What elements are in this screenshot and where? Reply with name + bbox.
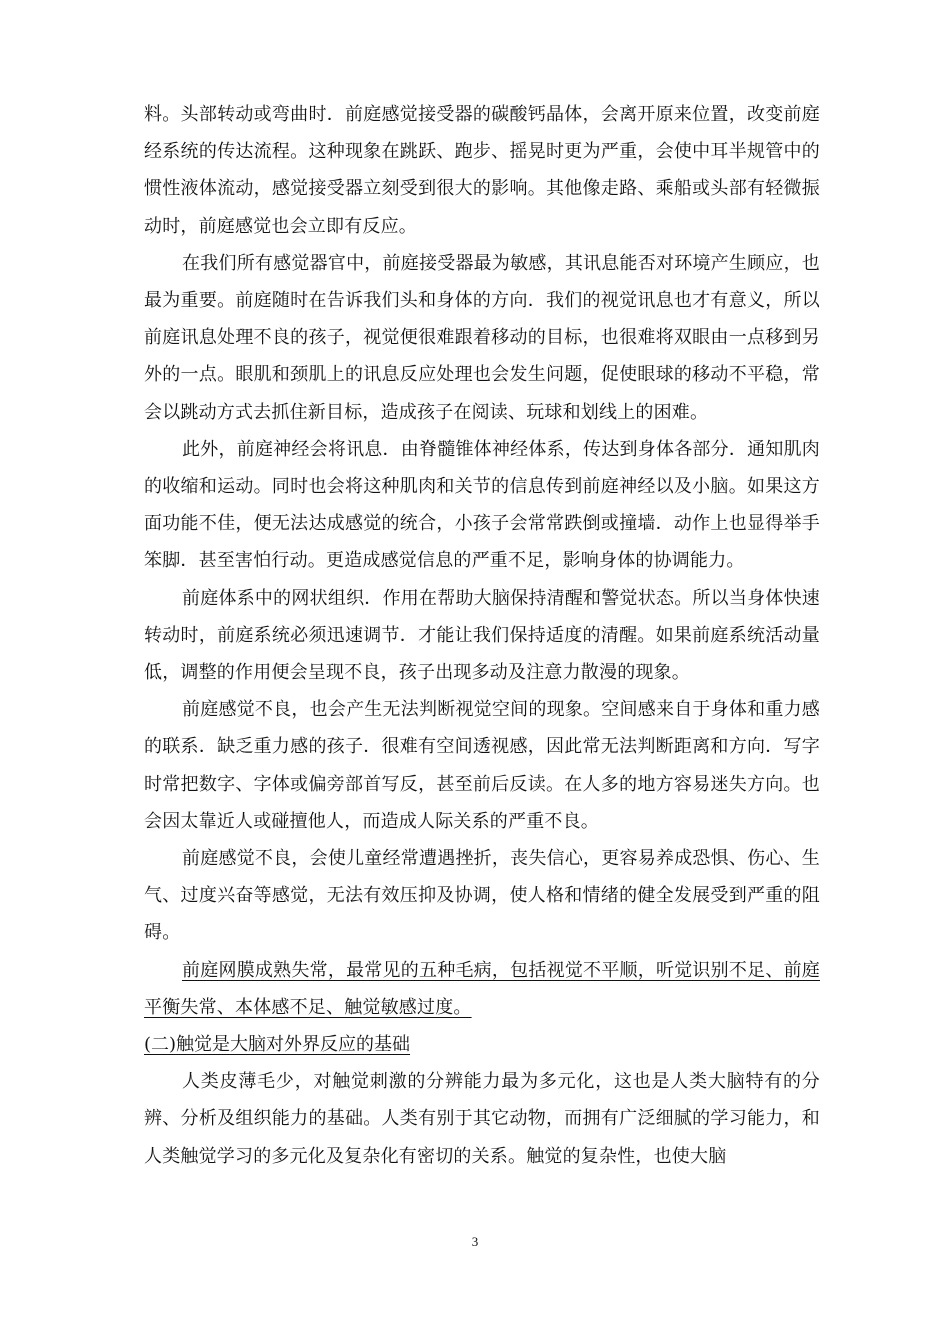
paragraph-touch-basis: 人类皮薄毛少，对触觉刺激的分辨能力最为多元化，这也是人类大脑特有的分辨、分析及组织能力的基础。人类有别于其它动物，而拥有广泛细腻的学习能力，和人类触觉学习的多元化及复杂化有密切的关系。触觉的复杂性，也使大脑	[144, 1071, 820, 1167]
paragraph-vestibular-sensitivity: 在我们所有感觉器官中，前庭接受器最为敏感，其讯息能否对环境产生顾应，也最为重要。前庭随时在告诉我们头和身体的方向．我们的视觉讯息也才有意义，所以前庭讯息处理不良的孩子，视觉便很难跟着移动的目标，也很难将双眼由一点移到另外的一点。眼肌和颈肌上的讯息反应处理也会发生问题，促使眼球的移动不平稳，常会以跳动方式去抓住新目标，造成孩子在阅读、玩球和划线上的困难。	[144, 252, 820, 423]
paragraph-spatial-perception: 前庭感觉不良，也会产生无法判断视觉空间的现象。空间感来自于身体和重力感的联系．缺乏重力感的孩子．很难有空间透视感，因此常无法判断距离和方向．写字时常把数字、字体或偏旁部首写反，甚至前后反读。在人多的地方容易迷失方向。也会因太靠近人或碰擅他人，而造成人际关系的严重不良。	[144, 699, 820, 832]
paragraph-five-problems: 前庭网膜成熟失常，最常见的五种毛病，包括视觉不平顺，听觉识别不足、前庭平衡失常、本体感不足、触觉敏感过度。	[144, 959, 820, 1018]
paragraph-reticular-formation: 前庭体系中的网状组织．作用在帮助大脑保持清醒和警觉状态。所以当身体快速转动时，前庭系统必须迅速调节．才能让我们保持适度的清醒。如果前庭系统活动量低，调整的作用便会呈现不良，孩子出现多动及注意力散漫的现象。	[144, 587, 820, 684]
page-number: 3	[471, 1234, 479, 1249]
paragraph-vestibular-receptors: 料。头部转动或弯曲时．前庭感觉接受器的碳酸钙晶体，会离开原来位置，改变前庭经系统的传达流程。这种现象在跳跃、跑步、摇晃时更为严重，会使中耳半规管中的惯性液体流动，感觉接受器立刻受到很大的影响。其他像走路、乘船或头部有轻微振动时，前庭感觉也会立即有反应。	[144, 104, 820, 237]
section-heading-touch: (二)触觉是大脑对外界反应的基础	[144, 1034, 411, 1056]
paragraph-emotional-effects: 前庭感觉不良，会使儿童经常遭遇挫折，丧失信心，更容易养成恐惧、伤心、生气、过度兴奋等感觉，无法有效压抑及协调，使人格和情绪的健全发展受到严重的阻碍。	[144, 848, 820, 944]
document-body	[144, 96, 820, 1175]
paragraph-vestibular-nerve: 此外，前庭神经会将讯息．由脊髓锥体神经体系，传达到身体各部分．通知肌肉的收缩和运动。同时也会将这种肌肉和关节的信息传到前庭神经以及小脑。如果这方面功能不佳，便无法达成感觉的统合，小孩子会常常跌倒或撞墙．动作上也显得举手笨脚．甚至害怕行动。更造成感觉信息的严重不足，影响身体的协调能力。	[144, 438, 820, 572]
